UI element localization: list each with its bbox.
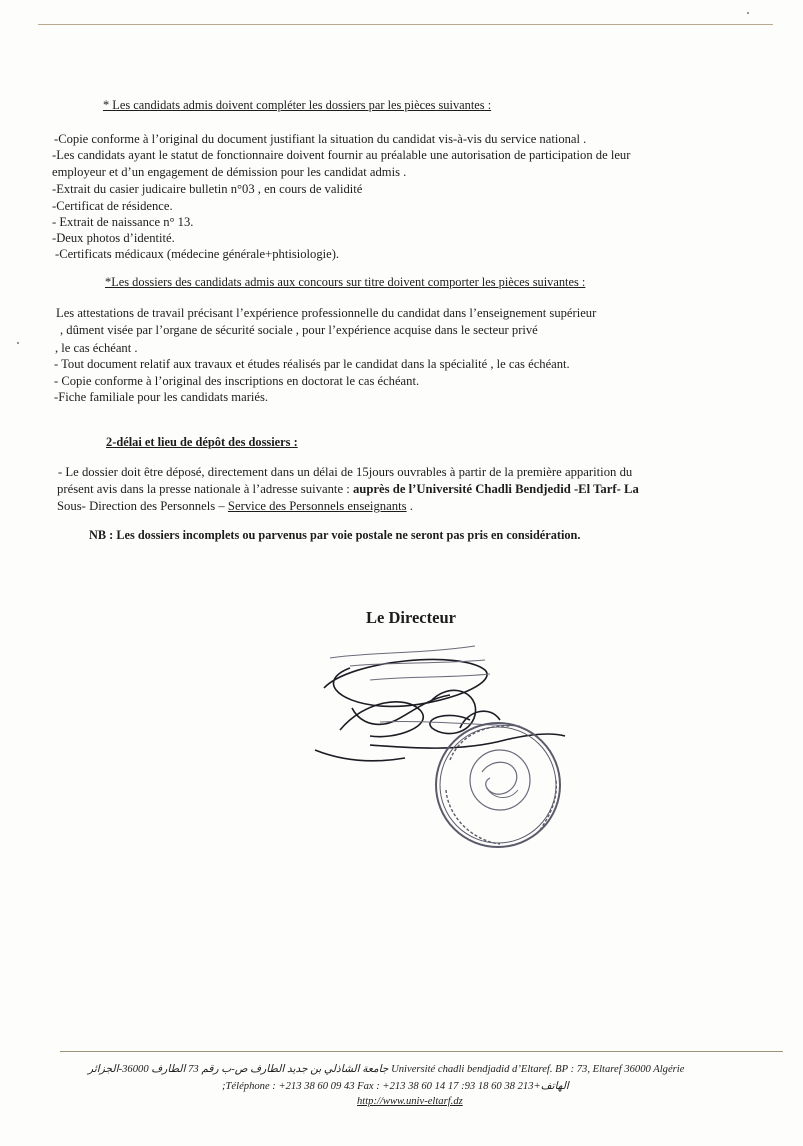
list-item: -Deux photos d’identité. bbox=[52, 231, 175, 245]
section-delai-title bbox=[106, 435, 298, 450]
section-titre-title: *Les dossiers des candidats admis aux concours sur titre doivent comporter les pièces suivantes : bbox=[105, 275, 586, 289]
list-item: -Les candidats ayant le statut de fonctionnaire doivent fournir au préalable une autorisation de participation de leur bbox=[52, 148, 631, 162]
list-item: -Extrait du casier judicaire bulletin n°03 , en cours de validité bbox=[52, 182, 363, 196]
top-rule bbox=[38, 24, 773, 25]
list-item: , dûment visée par l’organe de sécurité sociale , pour l’expérience acquise dans le secteur privé bbox=[60, 323, 538, 337]
paragraph-line: - Le dossier doit être déposé, directement dans un délai de 15jours ouvrables à partir de la première apparition du bbox=[58, 465, 633, 479]
list-item: -Certificat de résidence. bbox=[52, 199, 173, 213]
paragraph-text: présent avis dans la presse nationale à l’adresse suivante : bbox=[57, 482, 353, 496]
footer-website-link[interactable]: http://www.univ-eltarf.dz bbox=[357, 1096, 463, 1107]
list-item: - Tout document relatif aux travaux et études réalisés par le candidat dans la spécialité , le cas échéant. bbox=[54, 357, 570, 371]
paragraph-text: . bbox=[406, 499, 413, 513]
section-delai-title-text: 2-délai et lieu de dépôt des dossiers : bbox=[106, 435, 298, 449]
list-item: -Copie conforme à l’original du document justifiant la situation du candidat vis-à-vis du service national . bbox=[54, 132, 587, 146]
section-admis-title: * Les candidats admis doivent compléter les dossiers par les pièces suivantes : bbox=[103, 98, 492, 112]
service-name: Service des Personnels enseignants bbox=[227, 499, 407, 513]
scan-speck bbox=[17, 342, 19, 344]
handwritten-signature bbox=[315, 660, 565, 761]
paragraph-line bbox=[57, 498, 413, 514]
address-bold: auprès de l’Université Chadli Bendjedid -El Tarf- La bbox=[352, 482, 639, 496]
list-item: - Copie conforme à l’original des inscriptions en doctorat le cas échéant. bbox=[54, 374, 420, 388]
signatory-title: Le Directeur bbox=[366, 608, 456, 627]
paragraph-line bbox=[57, 481, 639, 497]
paragraph-text: Sous- Direction des Personnels – bbox=[57, 499, 228, 513]
footer-address: جامعة الشاذلي بن جديد الطارف ص-ب رقم 73 الطارف 36000-الجزائر Université chadli bendjadid d’Eltaref. BP : 73, Eltaref 36000 Algérie bbox=[88, 1064, 685, 1075]
list-item: -Fiche familiale pour les candidats mariés. bbox=[54, 390, 269, 404]
list-item: Les attestations de travail précisant l’expérience professionnelle du candidat dans l’enseignement supérieur bbox=[56, 306, 597, 320]
footer-rule bbox=[60, 1051, 783, 1052]
list-item: , le cas échéant . bbox=[55, 341, 138, 355]
list-item: employeur et d’un engagement de démission pour les candidat admis . bbox=[52, 165, 407, 179]
list-item: - Extrait de naissance n° 13. bbox=[52, 215, 194, 229]
footer-phone: ;Téléphone : +213 38 60 09 43 Fax : +213 38 60 14 17 :الهاتف+213 38 60 18 93 bbox=[222, 1081, 569, 1092]
signature-and-seal bbox=[310, 640, 590, 870]
nb-note: NB : Les dossiers incomplets ou parvenus par voie postale ne seront pas pris en considération. bbox=[89, 528, 581, 542]
scan-speck bbox=[747, 12, 749, 14]
list-item: -Certificats médicaux (médecine générale+phtisiologie). bbox=[55, 247, 340, 261]
